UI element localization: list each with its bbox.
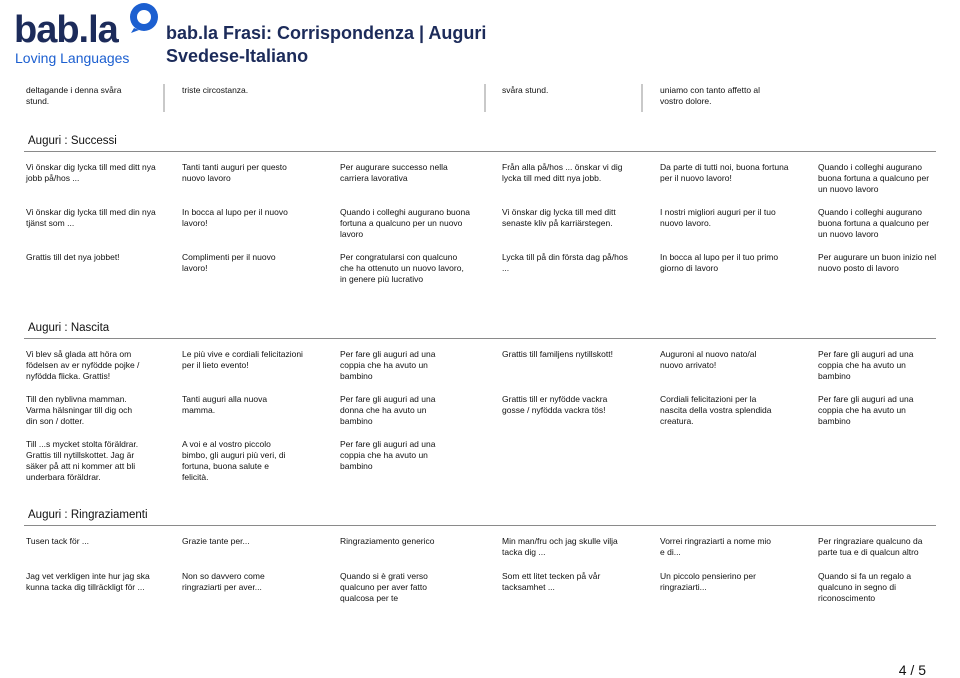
section-title: Auguri : Nascita [28,322,110,334]
page-title [166,22,486,68]
table-cell: Ringraziamento generico [340,536,435,546]
table-cell: Per ringraziare qualcuno da parte tua e di qualcun altro [818,536,923,557]
table-cell: Jag vet verkligen inte hur jag ska kunna tacka dig tillräckligt för ... [26,571,150,592]
table-cell: Som ett litet tecken på vår tacksamhet ... [502,571,601,592]
column-divider [484,84,486,112]
section-title: Auguri : Successi [28,135,117,147]
section-divider [24,338,936,339]
speech-bubble-icon [128,2,160,34]
title-line-2: Svedese-Italiano [166,46,309,66]
table-cell: Per fare gli auguri ad una donna che ha avuto un bambino [340,394,436,426]
table-cell: I nostri migliori auguri per il tuo nuovo lavoro. [660,207,776,228]
table-cell: Vi önskar dig lycka till med ditt nya jobb på/hos ... [26,162,156,183]
babla-logo[interactable] [14,2,149,68]
table-cell: Till den nyblivna mamman. Varma hälsningar till dig och din son / dotter. [26,394,133,426]
table-cell: Non so davvero come ringraziarti per aver... [182,571,265,592]
table-cell: Le più vive e cordiali felicitazioni per il lieto evento! [182,349,303,370]
logo-tagline: Loving Languages [15,50,130,66]
section-title: Auguri : Ringraziamenti [28,509,148,521]
table-cell: Da parte di tutti noi, buona fortuna per il nuovo lavoro! [660,162,789,183]
table-cell: Vi önskar dig lycka till med din nya tjänst som ... [26,207,156,228]
table-cell: Complimenti per il nuovo lavoro! [182,252,276,273]
table-cell: Quando i colleghi augurano buona fortuna a qualcuno per un nuovo lavoro [340,207,470,239]
table-cell: Tanti auguri alla nuova mamma. [182,394,268,415]
title-line-1: bab.la Frasi: Corrispondenza | Auguri [166,23,487,43]
table-cell: deltagande i denna svåra stund. [26,85,122,106]
column-divider [163,84,165,112]
table-cell: Grattis till er nyfödde vackra gosse / nyfödda vackra tös! [502,394,608,415]
table-cell: Un piccolo pensierino per ringraziarti... [660,571,756,592]
table-cell: Per fare gli auguri ad una coppia che ha avuto un bambino [340,439,436,471]
table-cell: Per congratularsi con qualcuno che ha ottenuto un nuovo lavoro, in genere più lucrativo [340,252,464,284]
table-cell: Min man/fru och jag skulle vilja tacka dig ... [502,536,618,557]
table-cell: Cordiali felicitazioni per la nascita della vostra splendida creatura. [660,394,772,426]
table-cell: Quando i colleghi augurano buona fortuna a qualcuno per un nuovo lavoro [818,207,930,239]
table-cell: Grazie tante per... [182,536,250,546]
logo-wordmark: bab.la [14,9,118,51]
table-cell: Till ...s mycket stolta föräldrar. Grattis till nytillskottet. Jag är säker på att ni kommer att bli underbara föräldrar. [26,439,139,482]
table-cell: Per augurare un buon inizio nel nuovo posto di lavoro [818,252,937,273]
table-cell: Quando si è grati verso qualcuno per aver fatto qualcosa per te [340,571,428,603]
table-cell: Grattis till familjens nytillskott! [502,349,613,359]
table-cell: svåra stund. [502,85,549,95]
table-cell: Från alla på/hos ... önskar vi dig lycka till med ditt nya jobb. [502,162,623,183]
table-cell: In bocca al lupo per il tuo primo giorno di lavoro [660,252,779,273]
section-divider [24,151,936,152]
table-cell: In bocca al lupo per il nuovo lavoro! [182,207,288,228]
table-cell: Per fare gli auguri ad una coppia che ha avuto un bambino [818,394,914,426]
table-cell: Tanti tanti auguri per questo nuovo lavoro [182,162,287,183]
table-cell: Grattis till det nya jobbet! [26,252,120,262]
table-cell: Quando i colleghi augurano buona fortuna a qualcuno per un nuovo lavoro [818,162,930,194]
table-cell: Per augurare successo nella carriera lavorativa [340,162,448,183]
table-cell: Auguroni al nuovo nato/al nuovo arrivato! [660,349,757,370]
table-cell: Quando si fa un regalo a qualcuno in segno di riconoscimento [818,571,912,603]
table-cell: Per fare gli auguri ad una coppia che ha avuto un bambino [818,349,914,381]
table-cell: Lycka till på din första dag på/hos ... [502,252,628,273]
table-cell: Vi önskar dig lycka till med ditt senaste kliv på karriärstegen. [502,207,616,228]
page-number: 4 / 5 [898,662,926,678]
table-cell: A voi e al vostro piccolo bimbo, gli auguri più veri, di fortuna, buona salute e felicità. [182,439,286,482]
table-cell: Per fare gli auguri ad una coppia che ha avuto un bambino [340,349,436,381]
table-cell: uniamo con tanto affetto al vostro dolore. [660,85,761,106]
table-cell: Vi blev så glada att höra om födelsen av er nyfödde pojke / nyfödda flicka. Grattis! [26,349,140,381]
column-divider [641,84,643,112]
table-cell: Vorrei ringraziarti a nome mio e di... [660,536,772,557]
section-divider [24,525,936,526]
table-cell: Tusen tack för ... [26,536,89,546]
table-cell: triste circostanza. [182,85,249,95]
